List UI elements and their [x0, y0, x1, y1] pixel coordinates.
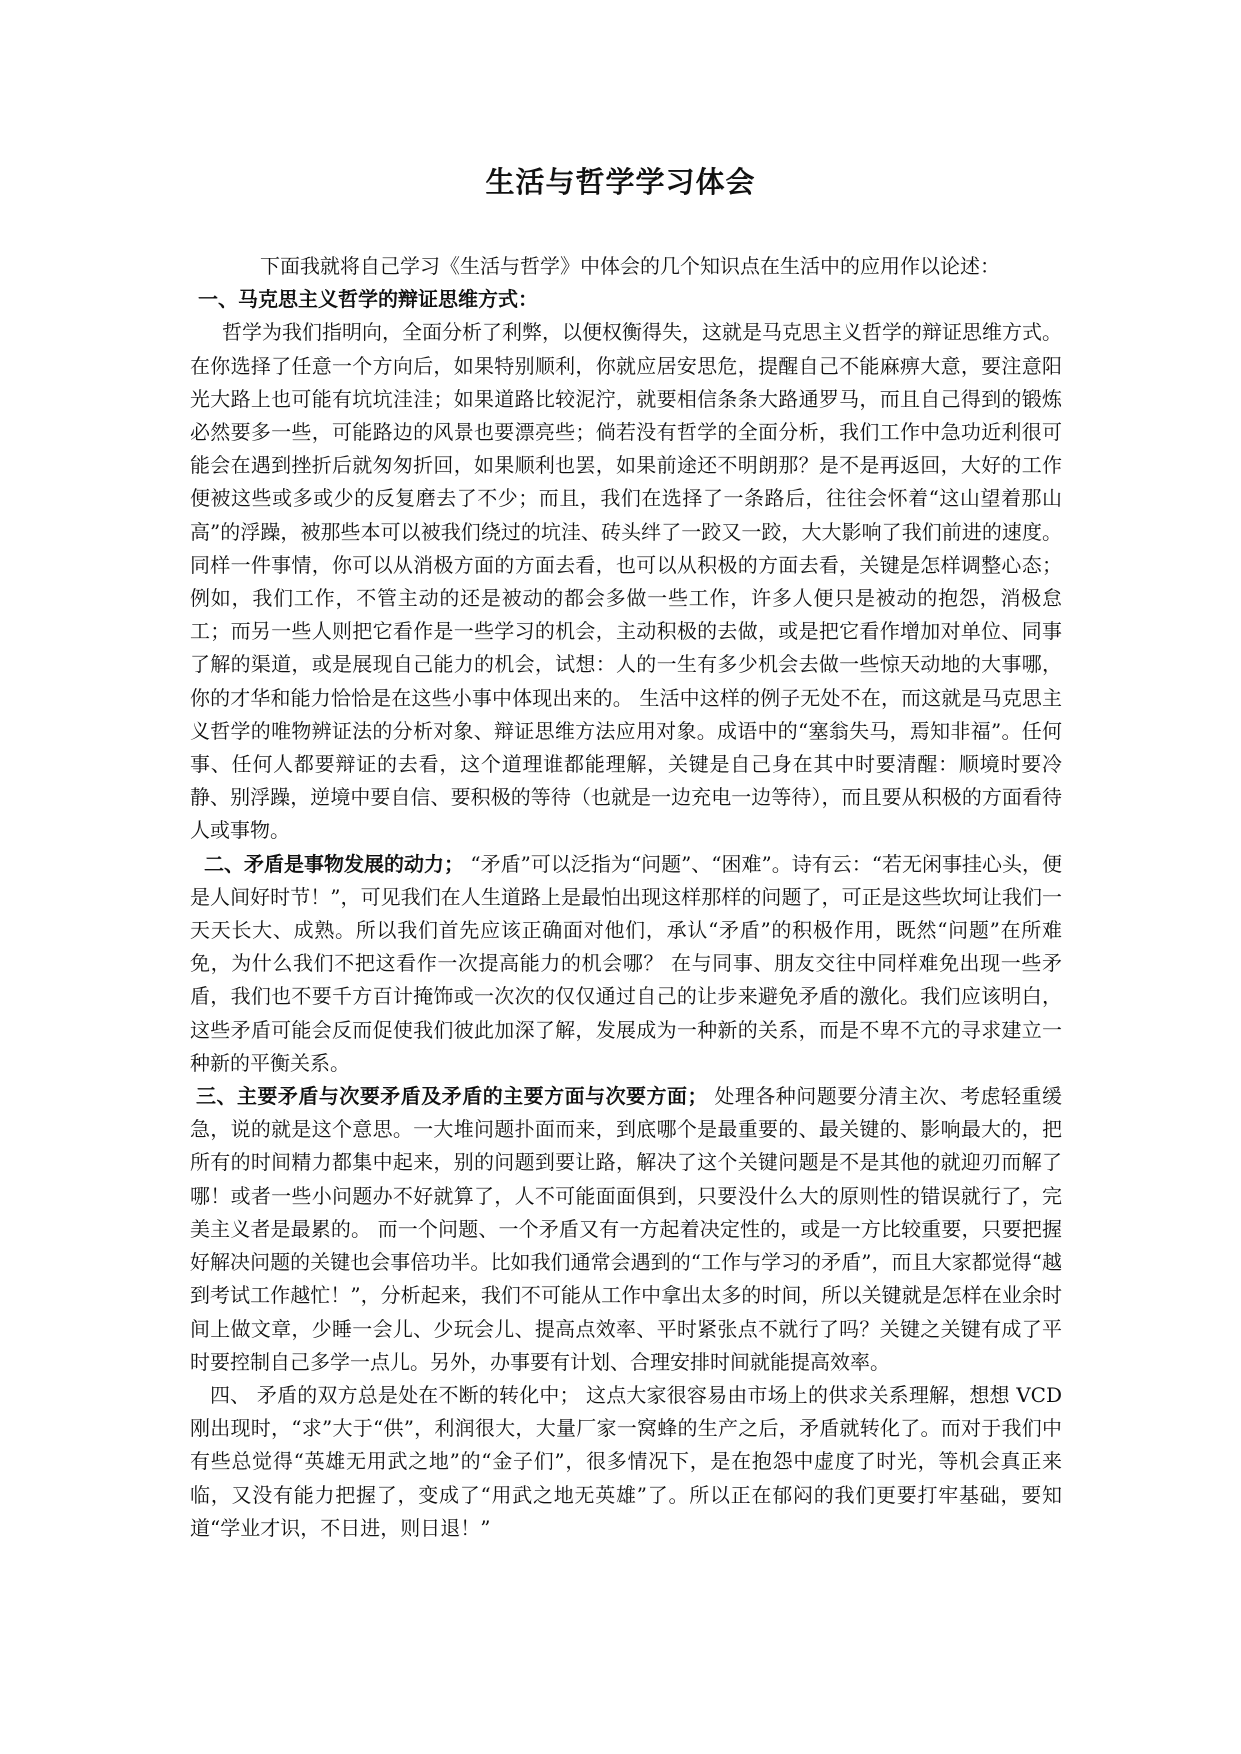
- section-1-body: 哲学为我们指明向，全面分析了利弊，以便权衡得失，这就是马克思主义哲学的辩证思维方式。在你选择了任意一个方向后，如果特别顺利，你就应居安思危，提醒自己不能麻痹大意，要注意阳光大路上也可能有坑坑洼洼；如果道路比较泥泞，就要相信条条大路通罗马，而且自己得到的锻炼必然要多一些，可能路边的风景也要漂亮些；倘若没有哲学的全面分析，我们工作中急功近利很可能会在遇到挫折后就匆匆折回，如果顺利也罢，如果前途还不明朗那？是不是再返回，大好的工作便被这些或多或少的反复磨去了不少；而且，我们在选择了一条路后，往往会怀着“这山望着那山高”的浮躁，被那些本可以被我们绕过的坑洼、砖头绊了一跤又一跤，大大影响了我们前进的速度。 同样一件事情，你可以从消极方面的方面去看，也可以从积极的方面去看，关键是怎样调整心态；例如，我们工作，不管主动的还是被动的都会多做一些工作，许多人便只是被动的抱怨，消极怠工；而另一些人则把它看作是一些学习的机会，主动积极的去做，或是把它看作增加对单位、同事了解的渠道，或是展现自己能力的机会，试想：人的一生有多少机会去做一些惊天动地的大事哪，你的才华和能力恰恰是在这些小事中体现出来的。 生活中这样的例子无处不在，而这就是马克思主义哲学的唯物辨证法的分析对象、辩证思维方法应用对象。成语中的“塞翁失马，焉知非福”。任何事、任何人都要辩证的去看，这个道理谁都能理解，关键是自己身在其中时要清醒：顺境时要冷静、别浮躁，逆境中要自信、要积极的等待（也就是一边充电一边等待），而且要从积极的方面看待人或事物。: [190, 320, 1062, 843]
- section-2-paragraph: [190, 848, 1062, 1080]
- section-4-heading: 四、 矛盾的双方总是处在不断的转化中；: [210, 1382, 580, 1407]
- intro-paragraph: 下面我就将自己学习《生活与哲学》中体会的几个知识点在生活中的应用作以论述：: [260, 254, 1000, 278]
- document-title: 生活与哲学学习体会: [485, 165, 756, 199]
- section-3-paragraph: [190, 1080, 1062, 1379]
- section-2-body: “矛盾”可以泛指为“问题”、“困难”。诗有云：“若无闲事挂心头，便是人间好时节！”，可见我们在人生道路上是最怕出现这样那样的问题了，可正是这些坎坷让我们一天天长大、成熟。所以我们首先应该正确面对他们，承认“矛盾”的积极作用，既然“问题”在所难免，为什么我们不把这看作一次提高能力的机会哪？ 在与同事、朋友交往中同样难免出现一些矛盾，我们也不要千方百计掩饰或一次次的仅仅通过自己的让步来避免矛盾的激化。我们应该明白，这些矛盾可能会反而促使我们彼此加深了解，发展成为一种新的关系，而是不卑不亢的寻求建立一种新的平衡关系。: [190, 851, 1063, 1075]
- section-3-heading: 三、主要矛盾与次要矛盾及矛盾的主要方面与次要方面；: [196, 1084, 708, 1109]
- section-1-heading: 一、马克思主义哲学的辩证思维方式：: [198, 287, 538, 312]
- section-2-heading: 二、矛盾是事物发展的动力；: [204, 851, 465, 876]
- section-4-paragraph: [190, 1379, 1062, 1545]
- section-4-body: 这点大家很容易由市场上的供求关系理解，想想 VCD 刚出现时，“求”大于“供”，利润很大，大量厂家一窝蜂的生产之后，矛盾就转化了。而对于我们中有些总觉得“英雄无用武之地”的“金子们”，很多情况下，是在抱怨中虚度了时光，等机会真正来临，又没有能力把握了，变成了“用武之地无英雄”了。所以正在郁闷的我们更要打牢基础，要知道“学业才识，不日进，则日退！”: [190, 1382, 1063, 1540]
- section-3-body: 处理各种问题要分清主次、考虑轻重缓急，说的就是这个意思。一大堆问题扑面而来，到底哪个是最重要的、最关键的、影响最大的，把所有的时间精力都集中起来，别的问题到要让路，解决了这个关键问题是不是其他的就迎刃而解了哪！或者一些小问题办不好就算了，人不可能面面俱到，只要没什么大的原则性的错误就行了，完美主义者是最累的。 而一个问题、一个矛盾又有一方起着决定性的，或是一方比较重要，只要把握好解决问题的关键也会事倍功半。比如我们通常会遇到的“工作与学习的矛盾”，而且大家都觉得“越到考试工作越忙！”，分析起来，我们不可能从工作中拿出太多的时间，所以关键就是怎样在业余时间上做文章，少睡一会儿、少玩会儿、提高点效率、平时紧张点不就行了吗？关键之关键有成了平时要控制自己多学一点儿。另外，办事要有计划、合理安排时间就能提高效率。: [190, 1084, 1063, 1374]
- document-body: [190, 250, 1062, 1545]
